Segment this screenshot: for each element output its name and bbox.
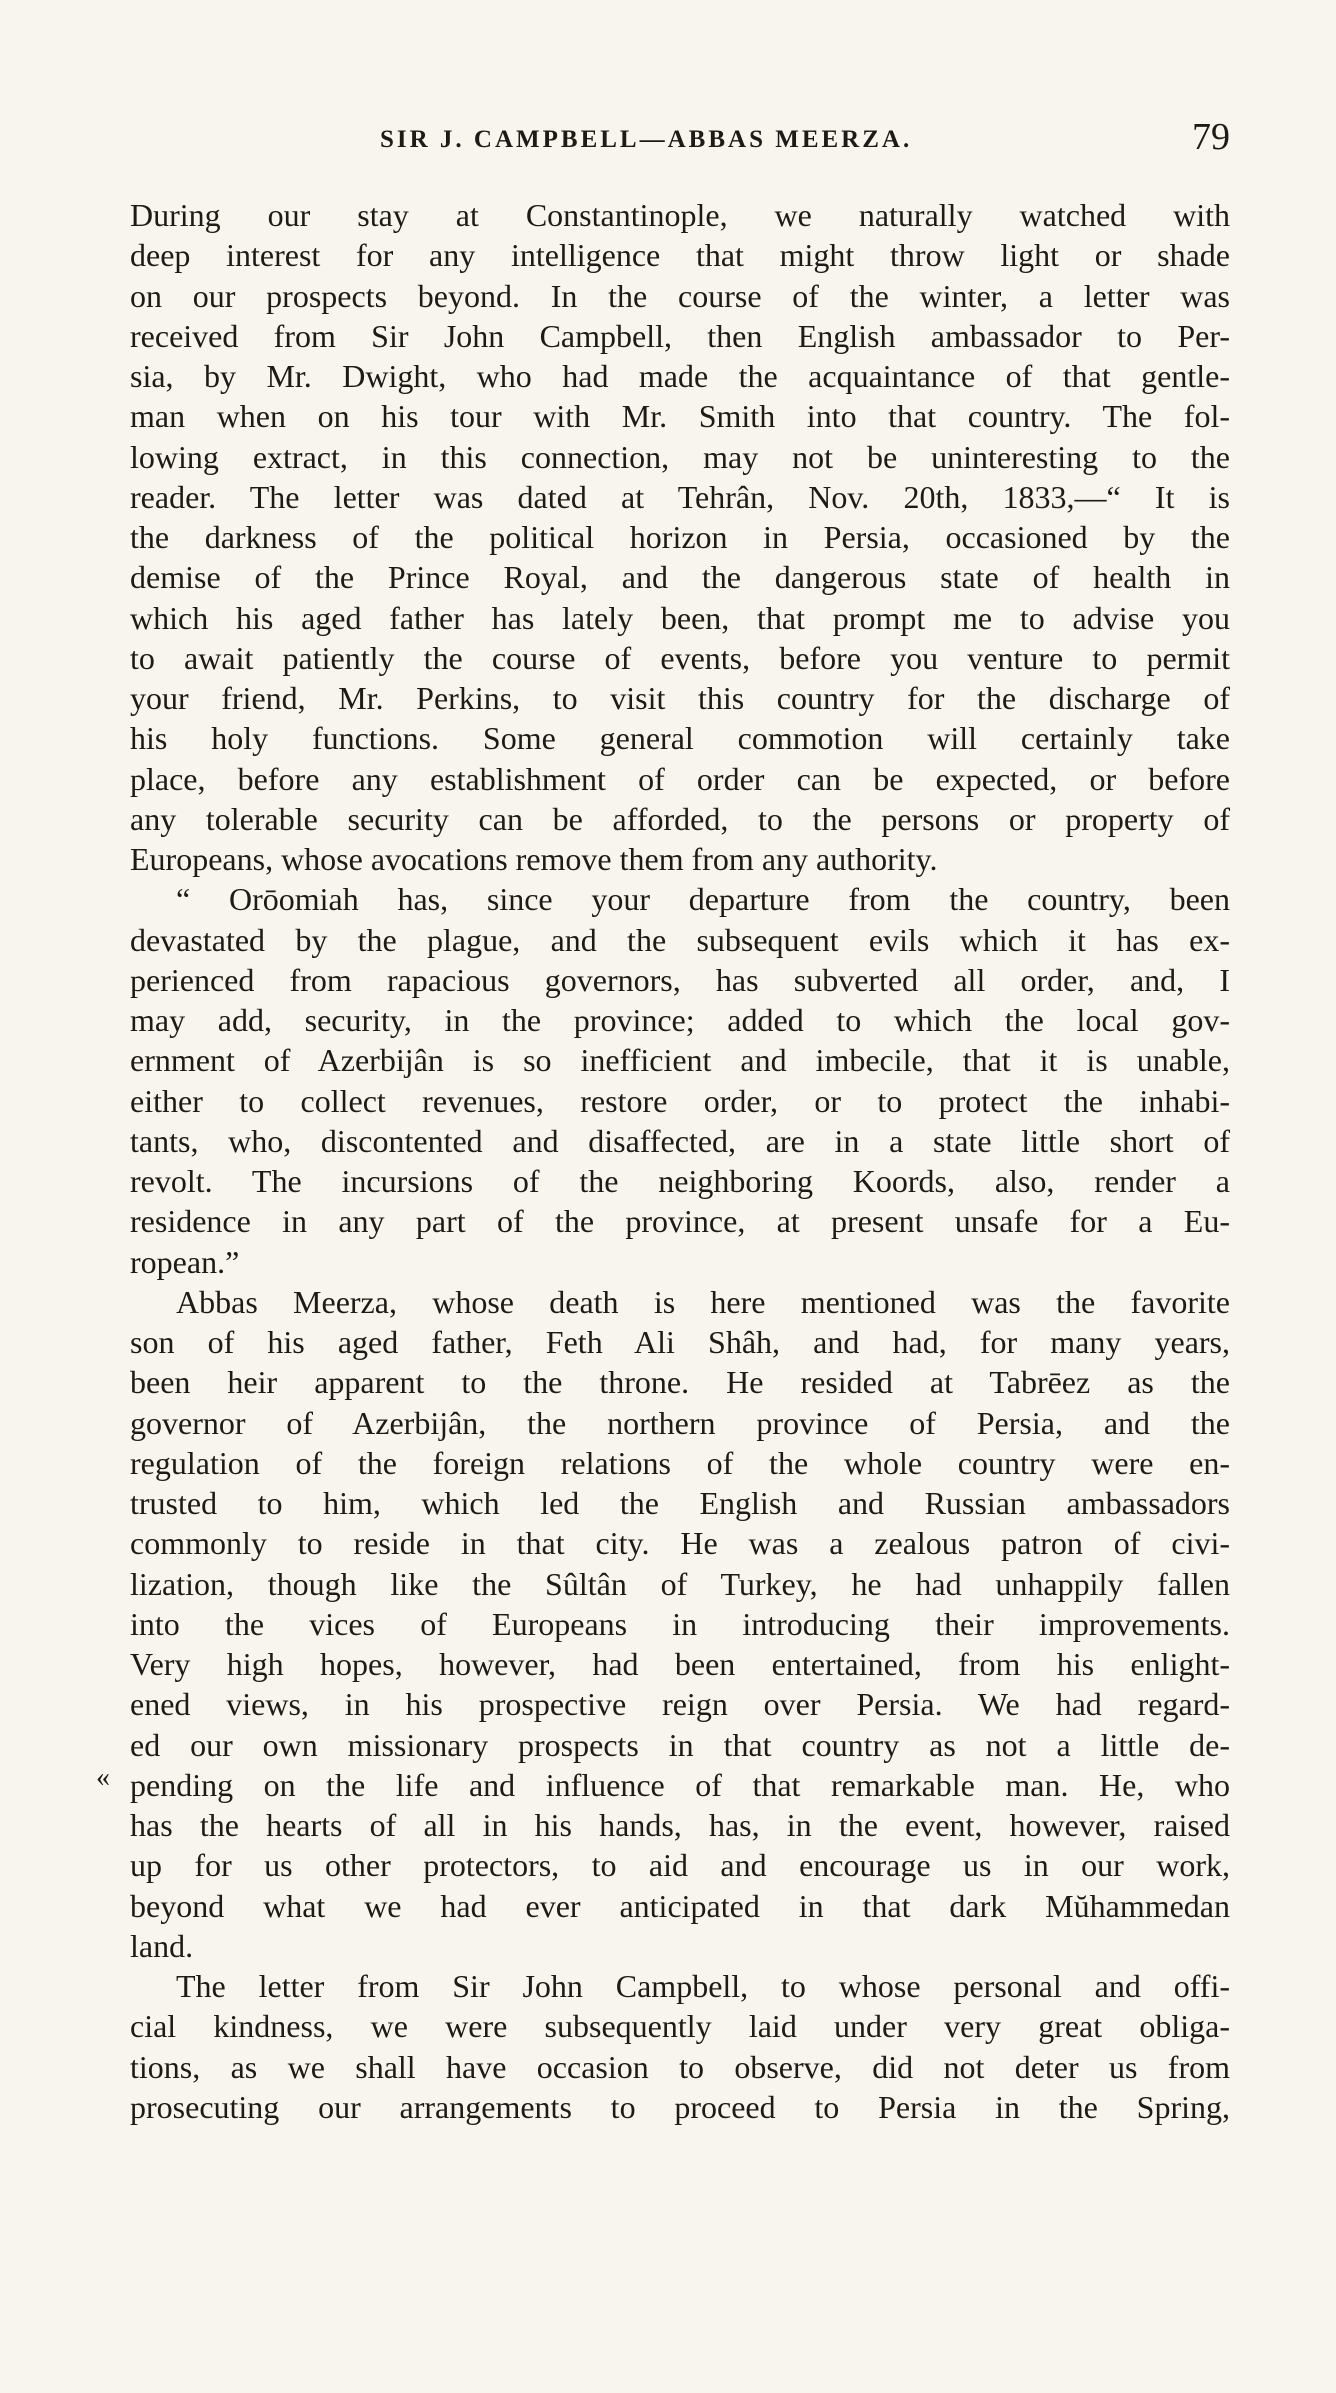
text-line: your friend, Mr. Perkins, to visit this country for the discharge of <box>130 680 1230 716</box>
text-line: pending on the life and influence of that remarkable man. He, who <box>130 1766 1230 1803</box>
text-line: governor of Azerbijân, the northern province of Persia, and the <box>130 1404 1230 1441</box>
text-line: ed our own missionary prospects in that country as not a little de- <box>130 1726 1230 1763</box>
text-line: which his aged father has lately been, that prompt me to advise you <box>130 599 1230 636</box>
running-head <box>380 118 1230 164</box>
text-line: perienced from rapacious governors, has subverted all order, and, I <box>130 961 1230 998</box>
text-line: any tolerable security can be afforded, to the persons or property of <box>130 800 1230 837</box>
text-line: devastated by the plague, and the subsequent evils which it has ex- <box>130 921 1230 958</box>
text-line: tants, who, discontented and disaffected, are in a state little short of <box>130 1122 1230 1159</box>
text-line: ropean.” <box>130 1243 240 1280</box>
text-line: may add, security, in the province; added to which the local gov- <box>130 1002 1230 1038</box>
text-line: ened views, in his prospective reign over Persia. We had regard- <box>130 1686 1230 1723</box>
margin-mark: « <box>96 1762 110 1793</box>
text-line: Europeans, whose avocations remove them from any authority. <box>130 841 938 877</box>
text-line: his holy functions. Some general commotion will certainly take <box>130 720 1230 757</box>
running-title: SIR J. CAMPBELL—ABBAS MEERZA. <box>380 126 913 153</box>
text-line: “ Orōomiah has, since your departure from the country, been <box>176 881 1230 918</box>
text-line: revolt. The incursions of the neighboring Koords, also, render a <box>130 1163 1230 1199</box>
text-line: residence in any part of the province, at present unsafe for a Eu- <box>130 1203 1230 1240</box>
text-line: son of his aged father, Feth Ali Shâh, and had, for many years, <box>130 1324 1230 1360</box>
text-line: to await patiently the course of events, before you venture to permit <box>130 639 1230 676</box>
text-line: lowing extract, in this connection, may not be uninteresting to the <box>130 438 1230 475</box>
text-line: land. <box>130 1927 194 1964</box>
text-line: During our stay at Constantinople, we naturally watched with <box>130 197 1230 233</box>
text-line: been heir apparent to the throne. He resided at Tabrēez as the <box>130 1364 1230 1401</box>
text-line: sia, by Mr. Dwight, who had made the acquaintance of that gentle- <box>130 358 1230 394</box>
text-line: regulation of the foreign relations of the whole country were en- <box>130 1444 1230 1481</box>
text-line: man when on his tour with Mr. Smith into that country. The fol- <box>130 398 1230 435</box>
text-line: the darkness of the political horizon in Persia, occasioned by the <box>130 519 1230 555</box>
page-number: 79 <box>1192 116 1230 158</box>
text-line: on our prospects beyond. In the course of the winter, a letter was <box>130 277 1230 314</box>
text-line: demise of the Prince Royal, and the dangerous state of health in <box>130 559 1230 596</box>
text-line: received from Sir John Campbell, then English ambassador to Per- <box>130 317 1230 354</box>
text-line: Very high hopes, however, had been entertained, from his enlight- <box>130 1646 1230 1682</box>
text-line: trusted to him, which led the English and Russian ambassadors <box>130 1485 1230 1521</box>
text-line: The letter from Sir John Campbell, to whose personal and offi- <box>176 1968 1230 2004</box>
text-line: deep interest for any intelligence that might throw light or shade <box>130 237 1230 274</box>
text-line: commonly to reside in that city. He was a zealous patron of civi- <box>130 1525 1230 1562</box>
text-line: ernment of Azerbijân is so inefficient and imbecile, that it is unable, <box>130 1042 1230 1079</box>
text-line: up for us other protectors, to aid and encourage us in our work, <box>130 1847 1230 1884</box>
text-line: place, before any establishment of order can be expected, or before <box>130 760 1230 797</box>
text-line: prosecuting our arrangements to proceed to Persia in the Spring, <box>130 2088 1230 2125</box>
text-line: reader. The letter was dated at Tehrân, Nov. 20th, 1833,—“ It is <box>130 478 1230 515</box>
body-text <box>130 195 1230 2127</box>
text-line: beyond what we had ever anticipated in that dark Mŭhammedan <box>130 1887 1230 1924</box>
text-line: Abbas Meerza, whose death is here mentioned was the favorite <box>176 1283 1230 1320</box>
text-line: has the hearts of all in his hands, has, in the event, however, raised <box>130 1807 1230 1843</box>
text-line: lization, though like the Sûltân of Turkey, he had unhappily fallen <box>130 1565 1230 1602</box>
text-line: tions, as we shall have occasion to observe, did not deter us from <box>130 2048 1230 2085</box>
text-line: cial kindness, we were subsequently laid under very great obliga- <box>130 2008 1230 2045</box>
text-line: either to collect revenues, restore order, or to protect the inhabi- <box>130 1082 1230 1119</box>
text-line: into the vices of Europeans in introducing their improvements. <box>130 1605 1230 1642</box>
